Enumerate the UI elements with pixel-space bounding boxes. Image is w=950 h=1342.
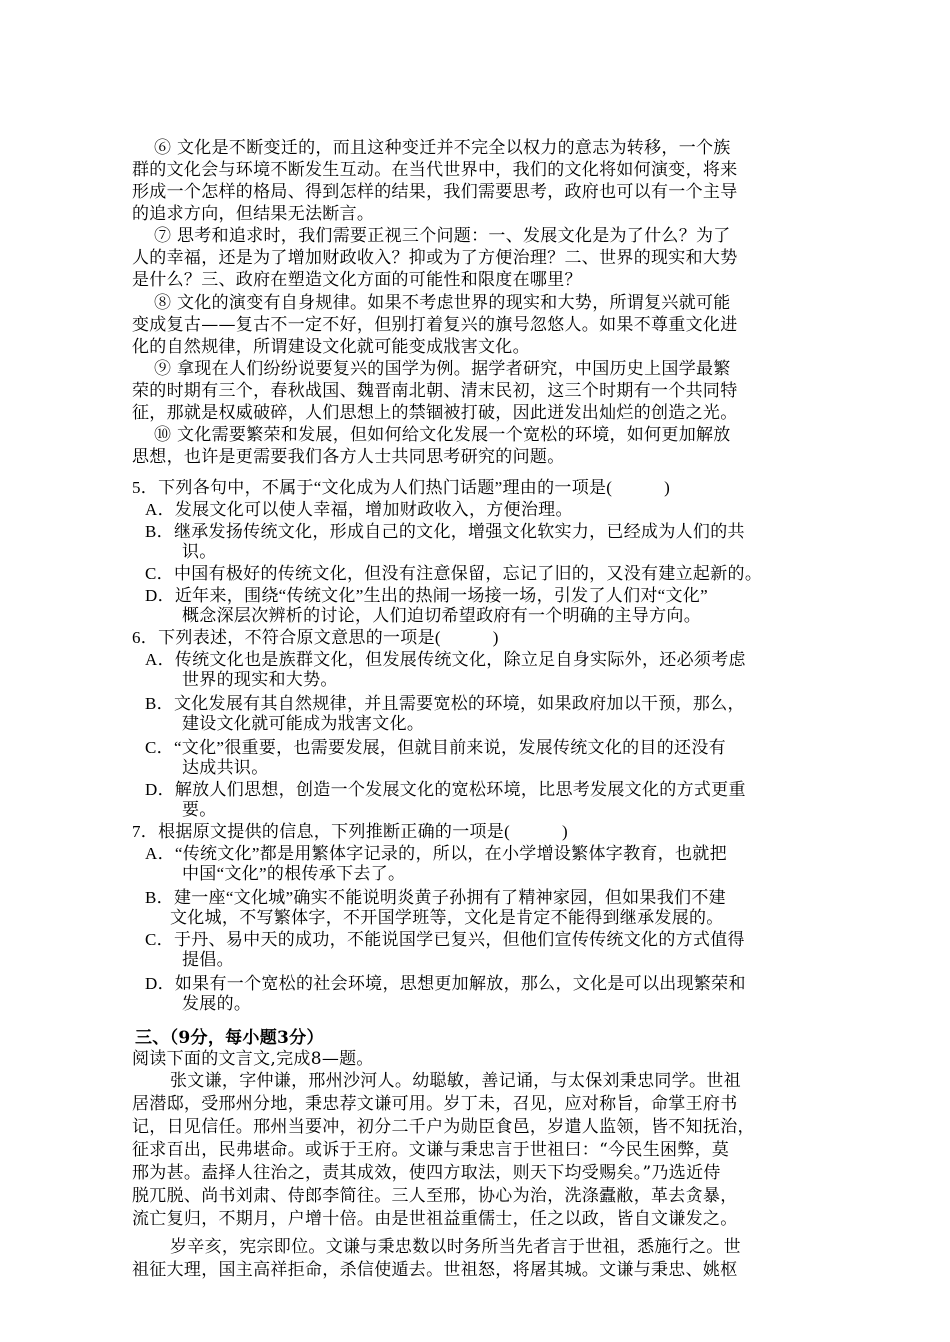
classical-para1-line-2: 居潜邸，受邢州分地，秉忠荐文谦可用。岁丁未，召见，应对称旨，命掌王府书 (132, 1094, 738, 1114)
passage-p6-line-3: 形成一个怎样的格局、得到怎样的结果，我们需要思考，政府也可以有一个主导 (132, 182, 738, 202)
question-7-option-c: C．于丹、易中天的成功，不能说国学已复兴，但他们宣传传统文化的方式值得 (145, 930, 745, 949)
passage-p6-line-1: ⑥ 文化是不断变迁的，而且这种变迁并不完全以权力的意志为转移，一个族 (154, 138, 731, 158)
question-6-option-c: C．“文化”很重要，也需要发展，但就目前来说，发展传统文化的目的还没有 (145, 738, 726, 757)
question-7-stem: 7．根据原文提供的信息，下列推断正确的一项是( ) (132, 822, 568, 841)
question-6-option-c-cont: 达成共识。 (182, 758, 269, 777)
passage-p7-line-2: 人的幸福，还是为了增加财政收入？抑或为了方便治理？二、世界的现实和大势 (132, 248, 738, 268)
question-5-stem: 5．下列各句中，不属于“文化成为人们热门话题”理由的一项是( ) (132, 478, 671, 497)
passage-p6-line-4: 的追求方向，但结果无法断言。 (132, 204, 375, 224)
classical-para1-line-4: 征求百出，民弗堪命。或诉于王府。文谦与秉忠言于世祖曰：“今民生困弊，莫 (132, 1140, 730, 1160)
question-7-option-a-cont: 中国“文化”的根传承下去了。 (182, 864, 406, 883)
question-7-option-d-cont: 发展的。 (182, 994, 252, 1013)
question-6-option-a-cont: 世界的现实和大势。 (182, 670, 338, 689)
classical-para1-line-3: 记，日见信任。邢州当要冲，初分二千户为勋臣食邑，岁遣人监领，皆不知抚治， (132, 1117, 755, 1137)
passage-p9-line-2: 荣的时期有三个，春秋战国、魏晋南北朝、清末民初，这三个时期有一个共同特 (132, 381, 738, 401)
section-3-instruction: 阅读下面的文言文,完成8—题。 (132, 1049, 374, 1069)
question-5-option-b: B．继承发扬传统文化，形成自己的文化，增强文化软实力，已经成为人们的共 (145, 522, 745, 541)
classical-para2-line-1: 岁辛亥，宪宗即位。文谦与秉忠数以时务所当先者言于世祖，悉施行之。世 (170, 1237, 741, 1257)
question-6-option-b: B．文化发展有其自然规律，并且需要宽松的环境，如果政府加以干预，那么， (145, 694, 745, 713)
passage-p8-line-3: 化的自然规律，所谓建设文化就可能变成戕害文化。 (132, 337, 530, 357)
question-7-option-a: A．“传统文化”都是用繁体字记录的，所以，在小学增设繁体字教育，也就把 (145, 844, 727, 863)
section-3-heading: 三、（9分，每小题3分） (135, 1028, 324, 1048)
question-6-option-a: A．传统文化也是族群文化，但发展传统文化，除立足自身实际外，还必须考虑 (145, 650, 746, 669)
question-5-option-d-cont: 概念深层次辨析的讨论，人们迫切希望政府有一个明确的主导方向。 (182, 606, 701, 625)
passage-p10-line-2: 思想，也许是更需要我们各方人士共同思考研究的问题。 (132, 447, 565, 467)
passage-p7-line-1: ⑦ 思考和追求时，我们需要正视三个问题：一、发展文化是为了什么？为了 (154, 226, 731, 246)
passage-p9-line-3: 征，那就是权威破碎，人们思想上的禁锢被打破，因此迸发出灿烂的创造之光。 (132, 403, 738, 423)
question-6-option-d: D．解放人们思想，创造一个发展文化的宽松环境，比思考发展文化的方式更重 (145, 780, 746, 799)
passage-p10-line-1: ⑩ 文化需要繁荣和发展，但如何给文化发展一个宽松的环境，如何更加解放 (154, 425, 731, 445)
question-6-option-d-cont: 要。 (182, 800, 217, 819)
classical-para1-line-7: 流亡复归，不期月，户增十倍。由是世祖益重儒士，任之以政，皆自文谦发之。 (132, 1209, 738, 1229)
question-5-option-d: D．近年来，围绕“传统文化”生出的热闹一场接一场，引发了人们对“文化” (145, 586, 708, 605)
classical-para2-line-2: 祖征大理，国主高祥拒命，杀信使遁去。世祖怒，将屠其城。文谦与秉忠、姚枢 (132, 1260, 738, 1280)
question-5-option-b-cont: 识。 (182, 542, 217, 561)
question-7-option-b-cont: 文化城，不写繁体字，不开国学班等，文化是肯定不能得到继承发展的。 (170, 908, 724, 927)
question-7-option-c-cont: 提倡。 (182, 950, 234, 969)
passage-p8-line-1: ⑧ 文化的演变有自身规律。如果不考虑世界的现实和大势，所谓复兴就可能 (154, 293, 731, 313)
passage-p6-line-2: 群的文化会与环境不断发生互动。在当代世界中，我们的文化将如何演变，将来 (132, 160, 738, 180)
question-5-option-a: A．发展文化可以使人幸福，增加财政收入，方便治理。 (145, 500, 573, 519)
classical-para1-line-5: 邢为甚。盍择人往治之，责其成效，使四方取法，则天下均受赐矣。”乃选近侍 (132, 1163, 721, 1183)
classical-para1-line-1: 张文谦，字仲谦，邢州沙河人。幼聪敏，善记诵，与太保刘秉忠同学。世祖 (170, 1071, 741, 1091)
question-7-option-b: B．建一座“文化城”确实不能说明炎黄子孙拥有了精神家园，但如果我们不建 (145, 888, 726, 907)
question-6-stem: 6．下列表述，不符合原文意思的一项是( ) (132, 628, 499, 647)
classical-para1-line-6: 脱兀脱、尚书刘肃、侍郎李简往。三人至邢，协心为治，洗涤蠹敝，革去贪暴， (132, 1186, 738, 1206)
question-6-option-b-cont: 建设文化就可能成为戕害文化。 (182, 714, 425, 733)
passage-p8-line-2: 变成复古——复古不一定不好，但别打着复兴的旗号忽悠人。如果不尊重文化进 (132, 315, 738, 335)
passage-p9-line-1: ⑨ 拿现在人们纷纷说要复兴的国学为例。据学者研究，中国历史上国学最繁 (154, 359, 731, 379)
question-5-option-c: C．中国有极好的传统文化，但没有注意保留，忘记了旧的，又没有建立起新的。 (145, 564, 763, 583)
passage-p7-line-3: 是什么？三、政府在塑造文化方面的可能性和限度在哪里？ (132, 270, 582, 290)
question-7-option-d: D．如果有一个宽松的社会环境，思想更加解放，那么，文化是可以出现繁荣和 (145, 974, 746, 993)
